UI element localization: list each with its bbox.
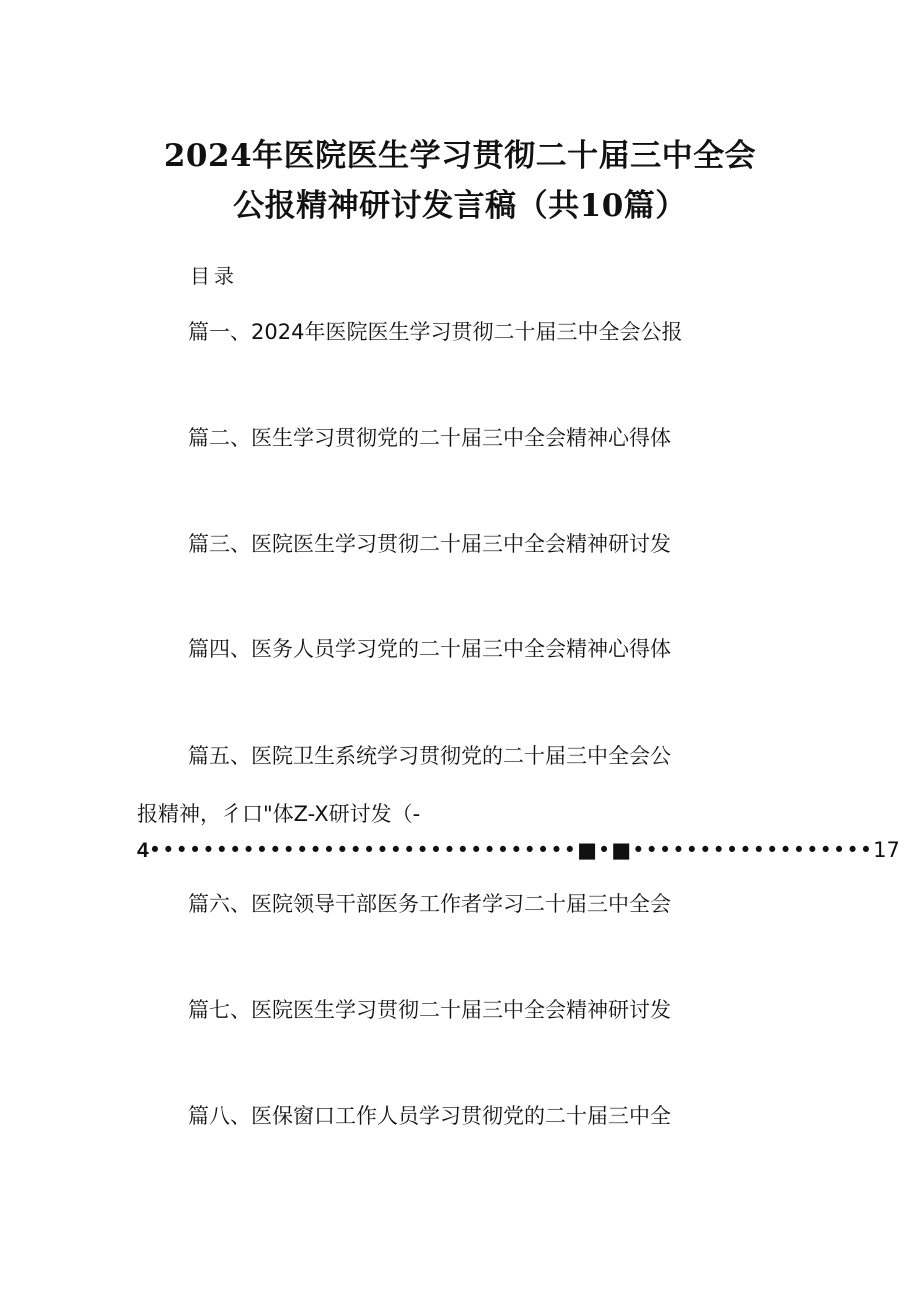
toc-heading: 目录 — [190, 264, 238, 288]
toc-entry-4[interactable]: 篇四、医务人员学习党的二十届三中全会精神心得体 — [188, 637, 671, 661]
toc-entry-2[interactable]: 篇二、医生学习贯彻党的二十届三中全会精神心得体 — [188, 426, 671, 450]
document-title-line-1: 2024年医院医生学习贯彻二十届三中全会 — [163, 138, 757, 174]
toc-entry-5[interactable]: 篇五、医院卫生系统学习贯彻党的二十届三中全会公 — [188, 744, 671, 768]
toc-entry-6[interactable]: 篇六、医院领导干部医务工作者学习二十届三中全会 — [188, 892, 671, 916]
toc-entry-1[interactable]: 篇一、2024年医院医生学习贯彻二十届三中全会公报 — [188, 320, 683, 344]
toc-entry-8[interactable]: 篇八、医保窗口工作人员学习贯彻党的二十届三中全 — [188, 1104, 671, 1128]
toc-entry-3[interactable]: 篇三、医院医生学习贯彻二十届三中全会精神研讨发 — [188, 532, 671, 556]
toc-entry-5-page-number: 17 — [873, 838, 900, 862]
toc-entry-5-leader-start: 4 — [137, 839, 149, 862]
document-title-line-2: 公报精神研讨发言稿（共10篇） — [233, 188, 687, 224]
toc-entry-5-leader-dots: ••••••••••••••••••••••••••••••••■•■•••••••••••••••••• — [148, 838, 874, 862]
toc-entry-7[interactable]: 篇七、医院医生学习贯彻二十届三中全会精神研讨发 — [188, 998, 671, 1022]
toc-entry-5-leader-line — [137, 835, 900, 866]
toc-entry-5-continuation: 报精神，彳口"体Z-X研讨发（- — [137, 802, 421, 826]
